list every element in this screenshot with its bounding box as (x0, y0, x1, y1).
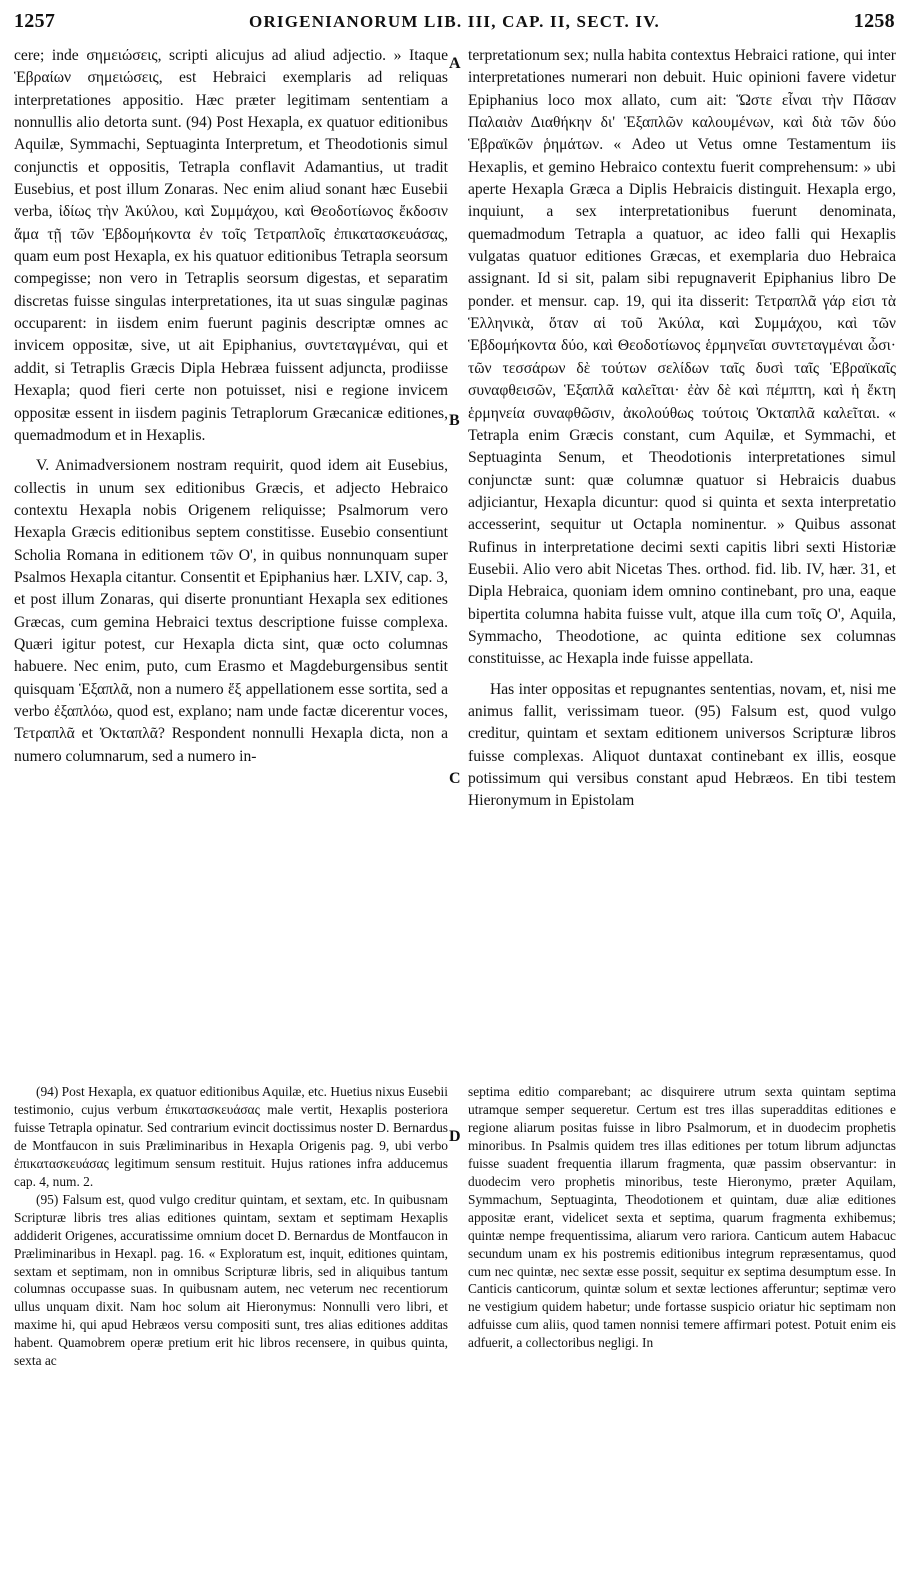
margin-letter-b: B (449, 412, 460, 429)
margin-letter-d: D (449, 1128, 461, 1145)
left-footnotes (14, 1083, 448, 1370)
right-footnotes (468, 1083, 896, 1352)
page-header (14, 10, 895, 38)
right-paragraph-2: Has inter oppositas et repugnantes sententias, novam, et, nisi me animus fallit, verissimam tueor. (95) Falsum est, quod vulgo creditur, quintam et sextam editionem universos Scripturæ libros fuisse complexas. Aliquot duntaxat continebant ex illis, eosque potissimum qui versibus constant apud Hebræos. En tibi testem Hieronymum in Epistolam (468, 680, 896, 810)
margin-letter-a: A (449, 55, 461, 72)
right-paragraph-1: terpretationum sex; nulla habita contextus Hebraici ratione, qui inter interpretationes numerari non debuit. Huic opinioni favere videtur Epiphanius loco mox allato, cum ait: Ὥστε εἶναι τὴν Πᾶσαν Παλαιὰν Διαθήκην δι' Ἑξαπλῶν καλουμένων, καὶ διὰ τῶν δύο Ἑβραϊκῶν ῥημάτων. « Adeo ut Vetus omne Testamentum iis Hexaplis, et gemino Hebraico contextu fuerit comprehensum: » ubi aperte Hexapla Græca a Diplis Hebraicis distinguit. Hexapla ergo, inquiunt, a sex interpretationibus fuerunt denominata, quemadmodum Tetrapla a quatuor, ac ideo falli qui Hexaplis vulgatas quatuor editiones Græcas, et exemplaria duo Hebraica assignant. Id si sit, palam sibi repugnaverit Epiphanius libro De ponder. et mensur. cap. 19, qui ita disserit: Τετραπλᾶ γάρ εἰσι τὰ Ἑλληνικὰ, ὅταν αἱ τοῦ Ἀκύλα, καὶ Συμμάχου, καὶ τῶν Ἑβδομήκοντα δύο, καὶ Θεοδοτίωνος ἑρμηνεῖαι συντεταγμέναι ὦσι· τῶν τεσσάρων δὲ τούτων σελίδων ταῖς δυσὶ ταῖς Ἑβραϊκαῖς συναφθεισῶν, Ἑξαπλᾶ καλεῖται· ἐὰν δὲ καὶ πέμπτη, καὶ ἡ ἕκτη ἑρμηνεία συναφθῶσιν, ἀκολούθως τούτοις Ὀκταπλᾶ καλεῖται. « Tetrapla enim Græcis constant, cum Aquilæ, et Symmachi, et Septuaginta Senum, et Theodotionis interpretationes simul conjunctæ sunt: quæ columnæ quatuor si Hebraicis duabus adjiciantur, Hexapla dicuntur: quod si quinta et sexta interpretatio accesserint, sequitur ut Octapla nominentur. » Quibus assonat Rufinus in interpretatione decimi sexti capitis libri sexti Historiæ Eusebii. Alio vero abit Nicetas Thes. orthod. fid. lib. IV, hær. 31, et Dipla Hebraica, quoniam idem omnino continebant, pro una, eaque bipertita columna habita fuisse vult, atque illa cum τοῖς Ο', Aquila, Symmacho, Theodotione, ac quinta editione sex columnas constituisse, ac Hexapla inde fuisse appellata. (468, 47, 896, 668)
left-paragraph-1: cere; inde σημειώσεις, scripti alicujus ad aliud adjectio. » Itaque Ἑβραίων σημειώσεις, est Hebraici exemplaris ad reliquas interpretationes appositio. Hæc præter legitimam sententiam a nonnullis alio detorta sunt. (94) Post Hexapla, ex quatuor editionibus Aquilæ, Symmachi, Septuaginta Interpretum, et Theodotionis simul conjunctis et oppositis, Tetrapla conflavit Adamantius, ut tradit Eusebius, et post illum Zonaras. Nec enim aliud sonant hæc Eusebii verba, ἰδίως τὴν Ἀκύλου, καὶ Συμμάχου, καὶ Θεοδοτίωνος ἔκδοσιν ἅμα τῇ τῶν Ἑβδομήκοντα ἐν τοῖς Τετραπλοῖς ἐπικατασκευάσας, quam eum post Hexapla, ex his quatuor editionibus Tetrapla seorsum compegisse; non vero in Tetraplis seorsum digestas, et separatim discretas fuisse singulas interpretationes, ita ut suas singulæ paginas occuparent: in iisdem enim fuerunt paginis descriptæ omnes ac invicem oppositæ, sive, ut ait Epiphanius, συντεταγμέναι, qui et addit, si Tetraplis Græcis Dipla Hebræa fuissent adjuncta, prodiisse Hexapla; quod fieri certe non potuisset, nisi e regione invicem oppositæ essent in iisdem paginis Tetraplorum Græcanicæ editiones, quemadmodum et in Hexaplis. (14, 47, 448, 444)
footnote-94: (94) Post Hexapla, ex quatuor editionibus Aquilæ, etc. Huetius nixus Eusebii testimonio, cujus verbum ἐπικατασκευάσας male vertit, Hexaplis posteriora fuisse Tetrapla opinatur. Sed contrarium evincit doctissimus noster D. Bernardus de Montfaucon in suis Præliminaribus in Hexapla Origenis pag. 9, ubi verbo ἐπικατασκευάσας legitimum sensum restituit. Hujus rationes infra adducemus cap. 4, num. 2. (14, 1084, 448, 1189)
page-number-right: 1258 (853, 10, 895, 32)
page-number-left: 1257 (14, 10, 56, 32)
running-title: ORIGENIANORUM LIB. III, CAP. II, SECT. IV. (249, 12, 660, 31)
footnote-95: (95) Falsum est, quod vulgo creditur quintam, et sextam, etc. In quibusnam Scripturæ libris tres alias editiones quintam, sextam et septimam Hexaplis addiderit Origenes, accuratissime omnium docet D. Bernardus de Montfaucon in Præliminaribus in Hexapl. pag. 16. « Exploratum est, inquit, editiones quintam, sextam et septimam, non in omnibus Scripturæ libris, sed in aliquibus tantum columnas occupasse suas. In quibusnam autem, nec veterum nec recentiorum ullus unquam dixit. Nam hoc solum ait Hieronymus: Nonnulli vero libri, et maxime hi, qui apud Hebræos versu compositi sunt, tres alias editiones additas habent. Quamobrem operæ pretium erit hic libros recensere, in quibus quinta, sexta ac (14, 1191, 448, 1369)
footnote-95-continued: septima editio comparebant; ac disquirere utrum sexta quintam septima utramque semper sequeretur. Certum est tres illas superadditas editiones e regione aliarum positas fuisse in libro Psalmorum, et in duodecim prophetis minoribus. In Psalmis quidem tres illas editiones per totum librum adjunctas fuisse suadent frequentia illarum fragmenta, quæ passim observantur: in duodecim vero prophetis minoribus, teste Hieronymo, præter Aquilam, Symmachum, Septuaginta, Theodotionem et quintam, duæ aliæ editiones appositæ erant, videlicet sexta et septima, quarum fragmenta exhibemus; quintæ nempe frequentissima, aliarum vero rariora. Canticum autem Habacuc secundum unam ex his postremis editionibus integrum repræsentamus, quod cum nec quintæ, nec sextæ esse possit, sequitur ex septima desumptum esse. In Canticis canticorum, quintæ solum et sextæ lectiones afferuntur; septimæ vero ne vestigium quidem habetur; unde fortasse suspicio oriatur hic septimam non adfuisse cum aliis, quod tamen nonnisi temere affirmari potest. Potuit enim eis adfuerit, a collectoribus negligi. In (468, 1084, 896, 1351)
right-main-column (468, 45, 896, 813)
margin-letter-c: C (449, 770, 461, 787)
left-main-column (14, 45, 448, 768)
left-paragraph-section-v: V. Animadversionem nostram requirit, quod idem ait Eusebius, collectis in unum sex editionibus Græcis, et adjecto Hebraico contextu Hexapla nobis Origenem reliquisse; Psalmorum vero Hexapla Græcis editionibus septem constitisse. Eusebio consentiunt Scholia Romana in editionem τῶν Ο', in quibus nonnunquam super Psalmos Hexapla citantur. Consentit et Epiphanius hær. LXIV, cap. 3, et post illum Zonaras, qui diserte pronuntiant Hexapla sex editiones Græcas, cum gemina Hebraici textus descriptione fuisse complexa. Quæri igitur potest, cur Hexapla dicta sint, quæ octo columnas habuere. Nec enim, puto, cum Erasmo et Magdeburgensibus sentit quisquam Ἑξαπλᾶ, non a numero ἕξ appellationem esse sortita, sed a verbo ἐξαπλόω, quod est, explano; nam unde factæ dicerentur voces, Τετραπλᾶ et Ὀκταπλᾶ? Respondent nonnulli Hexapla dicta, non a numero columnarum, sed a numero in- (14, 457, 448, 765)
